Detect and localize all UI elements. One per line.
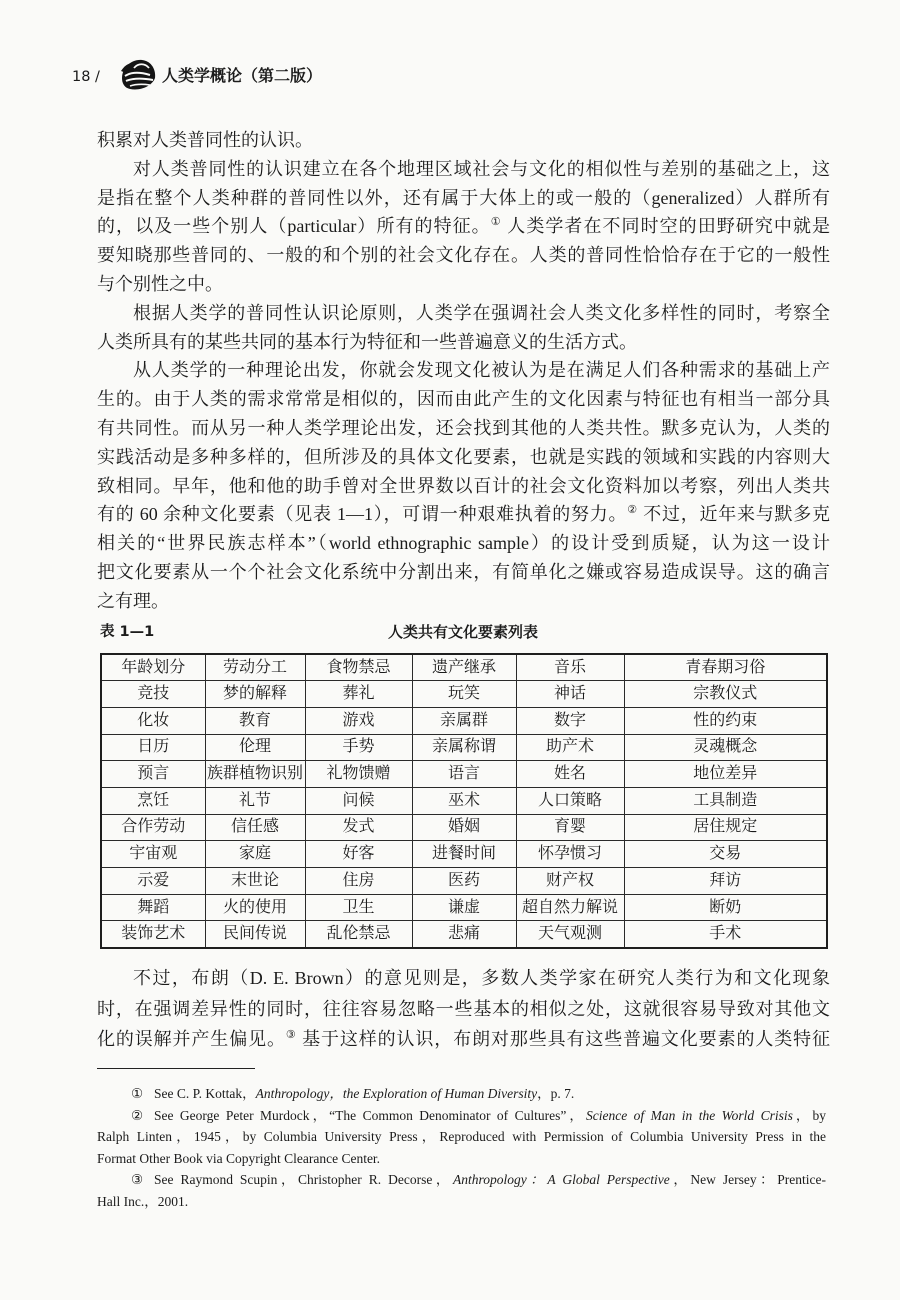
text-line: 不过，布朗（D. E. Brown）的意见则是，多数人类学家在研究人类行为和文化现象 xyxy=(133,968,830,988)
table-cell: 日历 xyxy=(101,734,205,761)
table-cell: 游戏 xyxy=(305,707,412,734)
footnote-line xyxy=(97,1105,826,1127)
text-line: 根据人类学的普同性认识论原则，人类学在强调社会人类文化多样性的同时，考察全 xyxy=(133,302,830,323)
table-cell: 悲痛 xyxy=(412,921,516,948)
text-segment: 人类学者在不同时空的田野研究中就是 xyxy=(501,216,830,237)
text-line: 从人类学的一种理论出发，你就会发现文化被认为是在满足人们各种需求的基础上产 xyxy=(133,360,830,381)
table-cell: 火的使用 xyxy=(205,894,305,921)
text-line: 实践活动是多种多样的，但所涉及的具体文化要素，也就是实践的领域和实践的内容则大 xyxy=(97,446,830,467)
footnote-line: Format Other Book via Copyright Clearance Center. xyxy=(97,1150,381,1166)
text-segment: ，by xyxy=(792,1107,826,1123)
table-cell: 装饰艺术 xyxy=(101,921,205,948)
footnote-marker: ② xyxy=(131,1107,144,1123)
footnote-ref: ① xyxy=(490,216,502,229)
footnote xyxy=(97,1083,826,1105)
table-cell: 怀孕惯习 xyxy=(516,841,624,868)
table-cell: 巫术 xyxy=(412,787,516,814)
table-cell: 助产术 xyxy=(516,734,624,761)
cited-title: Science of Man in the World Crisis xyxy=(585,1107,793,1123)
table-cell: 乱伦禁忌 xyxy=(305,921,412,948)
footnote-separator xyxy=(97,1068,255,1069)
paragraph xyxy=(97,299,830,357)
text-segment: 基于这样的认识，布朗对那些具有这些普遍文化要素的人类特征 xyxy=(296,1029,830,1049)
table-cell: 梦的解释 xyxy=(205,681,305,708)
body-text-top xyxy=(97,126,830,616)
paragraph xyxy=(97,356,830,615)
text-line: 对人类普同性的认识建立在各个地理区域社会与文化的相似性与差别的基础之上，这 xyxy=(133,158,830,179)
table-cell: 超自然力解说 xyxy=(516,894,624,921)
text-line: 把文化要素从一个个社会文化系统中分割出来，有简单化之嫌或容易造成误导。这的确言 xyxy=(97,561,830,582)
table-cell: 族群植物识别 xyxy=(205,761,305,788)
text-line: 生的。由于人类的需求常常是相似的，因而由此产生的文化因素与特征也有相当一部分具 xyxy=(97,389,830,410)
table-cell: 天气观测 xyxy=(516,921,624,948)
text-line: 时，在强调差异性的同时，往往容易忽略一些基本的相似之处，这就很容易导致对其他文 xyxy=(97,998,830,1019)
footnote-line xyxy=(97,1169,826,1191)
table-row xyxy=(101,894,827,921)
text-line: 是指在整个人类种群的普同性以外，还有属于大体上的或一般的（generalized）人群所有 xyxy=(97,187,830,208)
table-cell: 手术 xyxy=(624,921,827,948)
table-cell: 婚姻 xyxy=(412,814,516,841)
page-number: 18 / xyxy=(72,69,100,85)
culture-elements-table xyxy=(100,653,828,949)
table-cell: 竞技 xyxy=(101,681,205,708)
text-line xyxy=(97,500,830,529)
paragraph xyxy=(97,155,830,299)
table-cell: 拜访 xyxy=(624,868,827,895)
table-cell: 伦理 xyxy=(205,734,305,761)
publisher-logo-icon xyxy=(119,57,157,93)
table-cell: 音乐 xyxy=(516,654,624,681)
footnote-ref: ③ xyxy=(285,1029,297,1042)
text-line: 积累对人类普同性的认识。 xyxy=(97,130,313,150)
table-cell: 合作劳动 xyxy=(101,814,205,841)
table-cell: 神话 xyxy=(516,681,624,708)
text-segment: See C. P. Kottak， xyxy=(154,1086,256,1101)
table-cell: 遗产继承 xyxy=(412,654,516,681)
table-cell: 礼节 xyxy=(205,787,305,814)
text-segment: ，p. 7. xyxy=(537,1086,575,1101)
text-segment: 的，以及一些个别人（particular）所有的特征。 xyxy=(97,216,491,237)
table-cell: 进餐时间 xyxy=(412,841,516,868)
table-cell: 礼物馈赠 xyxy=(305,761,412,788)
text-segment: 有的 60 余种文化要素（见表 1—1），可谓一种艰难执着的努力。 xyxy=(97,504,628,525)
table-cell: 发式 xyxy=(305,814,412,841)
book-title: 人类学概论（第二版） xyxy=(162,66,323,85)
table-row xyxy=(101,707,827,734)
table-cell: 医药 xyxy=(412,868,516,895)
table-cell: 灵魂概念 xyxy=(624,734,827,761)
text-segment: See George Peter Murdock，“The Common Denominator of Cultures”， xyxy=(154,1107,586,1123)
footnote-line: Hall Inc.，2001. xyxy=(97,1193,189,1209)
table-cell: 宗教仪式 xyxy=(624,681,827,708)
text-segment: 不过，近年来与默多克 xyxy=(638,504,831,525)
table-row xyxy=(101,654,827,681)
table-cell: 亲属群 xyxy=(412,707,516,734)
footnote-line: Ralph Linten，1945，by Columbia University Press，Reproduced with Permission of Columbia University Press in the xyxy=(97,1129,826,1144)
cited-title: Anthropology：A Global Perspective xyxy=(452,1172,670,1187)
table-cell: 工具制造 xyxy=(624,787,827,814)
table-cell: 信任感 xyxy=(205,814,305,841)
table-cell: 食物禁忌 xyxy=(305,654,412,681)
table-cell: 化妆 xyxy=(101,707,205,734)
text-line: 相关的“世界民族志样本”（world ethnographic sample）的设计受到质疑，认为这一设计 xyxy=(97,533,830,554)
table-cell: 好客 xyxy=(305,841,412,868)
table-cell: 居住规定 xyxy=(624,814,827,841)
text-segment: 化的误解并产生偏见。 xyxy=(97,1029,286,1049)
cited-title: Anthropology，the Exploration of Human Diversity xyxy=(255,1086,538,1101)
table-row xyxy=(101,921,827,948)
table-cell: 年龄划分 xyxy=(101,654,205,681)
footnote xyxy=(97,1169,826,1212)
text-line: 之有理。 xyxy=(97,590,169,611)
table-row xyxy=(101,868,827,895)
text-segment: ，New Jersey：Prentice- xyxy=(669,1172,826,1187)
running-header xyxy=(72,57,392,95)
table-cell: 住房 xyxy=(305,868,412,895)
table-cell: 人口策略 xyxy=(516,787,624,814)
footnote-ref: ② xyxy=(627,504,639,517)
table-cell: 数字 xyxy=(516,707,624,734)
table-cell: 劳动分工 xyxy=(205,654,305,681)
table-row xyxy=(101,814,827,841)
paragraph xyxy=(97,126,830,155)
table-cell: 宇宙观 xyxy=(101,841,205,868)
table-label: 表 1—1 xyxy=(100,624,155,640)
table-row xyxy=(101,761,827,788)
table-cell: 民间传说 xyxy=(205,921,305,948)
table-cell: 地位差异 xyxy=(624,761,827,788)
table-cell: 末世论 xyxy=(205,868,305,895)
footnote-line xyxy=(97,1083,826,1105)
text-line: 要知晓那些普同的、一般的和个别的社会文化存在。人类的普同性恰恰存在于它的一般性 xyxy=(97,245,830,266)
table-cell: 手势 xyxy=(305,734,412,761)
table-cell: 示爱 xyxy=(101,868,205,895)
table-cell: 断奶 xyxy=(624,894,827,921)
table-row xyxy=(101,681,827,708)
text-line xyxy=(97,212,830,241)
footnote xyxy=(97,1105,826,1170)
table-cell: 姓名 xyxy=(516,761,624,788)
text-line: 致相同。早年，他和他的助手曾对全世界数以百计的社会文化资料加以考察，列出人类共 xyxy=(97,475,830,496)
table-cell: 教育 xyxy=(205,707,305,734)
table-row xyxy=(101,841,827,868)
table-cell: 烹饪 xyxy=(101,787,205,814)
text-line xyxy=(97,1024,830,1055)
table-cell: 家庭 xyxy=(205,841,305,868)
table-cell: 预言 xyxy=(101,761,205,788)
table-row xyxy=(101,734,827,761)
table-cell: 交易 xyxy=(624,841,827,868)
text-line: 有共同性。而从另一种人类学理论出发，还会找到其他的人类共性。默多克认为，人类的 xyxy=(97,417,830,438)
text-line: 与个别性之中。 xyxy=(97,273,223,294)
text-line: 人类所具有的某些共同的基本行为特征和一些普遍意义的生活方式。 xyxy=(97,331,637,352)
footnote-marker: ③ xyxy=(131,1172,144,1187)
table-cell: 青春期习俗 xyxy=(624,654,827,681)
table-cell: 语言 xyxy=(412,761,516,788)
table-cell: 性的约束 xyxy=(624,707,827,734)
footnote-marker: ① xyxy=(131,1086,144,1101)
body-text-bottom xyxy=(97,963,830,1055)
table-cell: 卫生 xyxy=(305,894,412,921)
table-cell: 育婴 xyxy=(516,814,624,841)
footnotes xyxy=(97,1083,826,1212)
table-cell: 财产权 xyxy=(516,868,624,895)
table-cell: 问候 xyxy=(305,787,412,814)
paragraph xyxy=(97,963,830,1055)
table-title: 人类共有文化要素列表 xyxy=(387,623,538,641)
table-row xyxy=(101,787,827,814)
table-cell: 亲属称谓 xyxy=(412,734,516,761)
table-cell: 谦虚 xyxy=(412,894,516,921)
table-cell: 玩笑 xyxy=(412,681,516,708)
table-cell: 舞蹈 xyxy=(101,894,205,921)
text-segment: See Raymond Scupin，Christopher R. Decorse， xyxy=(154,1172,453,1187)
table-cell: 葬礼 xyxy=(305,681,412,708)
